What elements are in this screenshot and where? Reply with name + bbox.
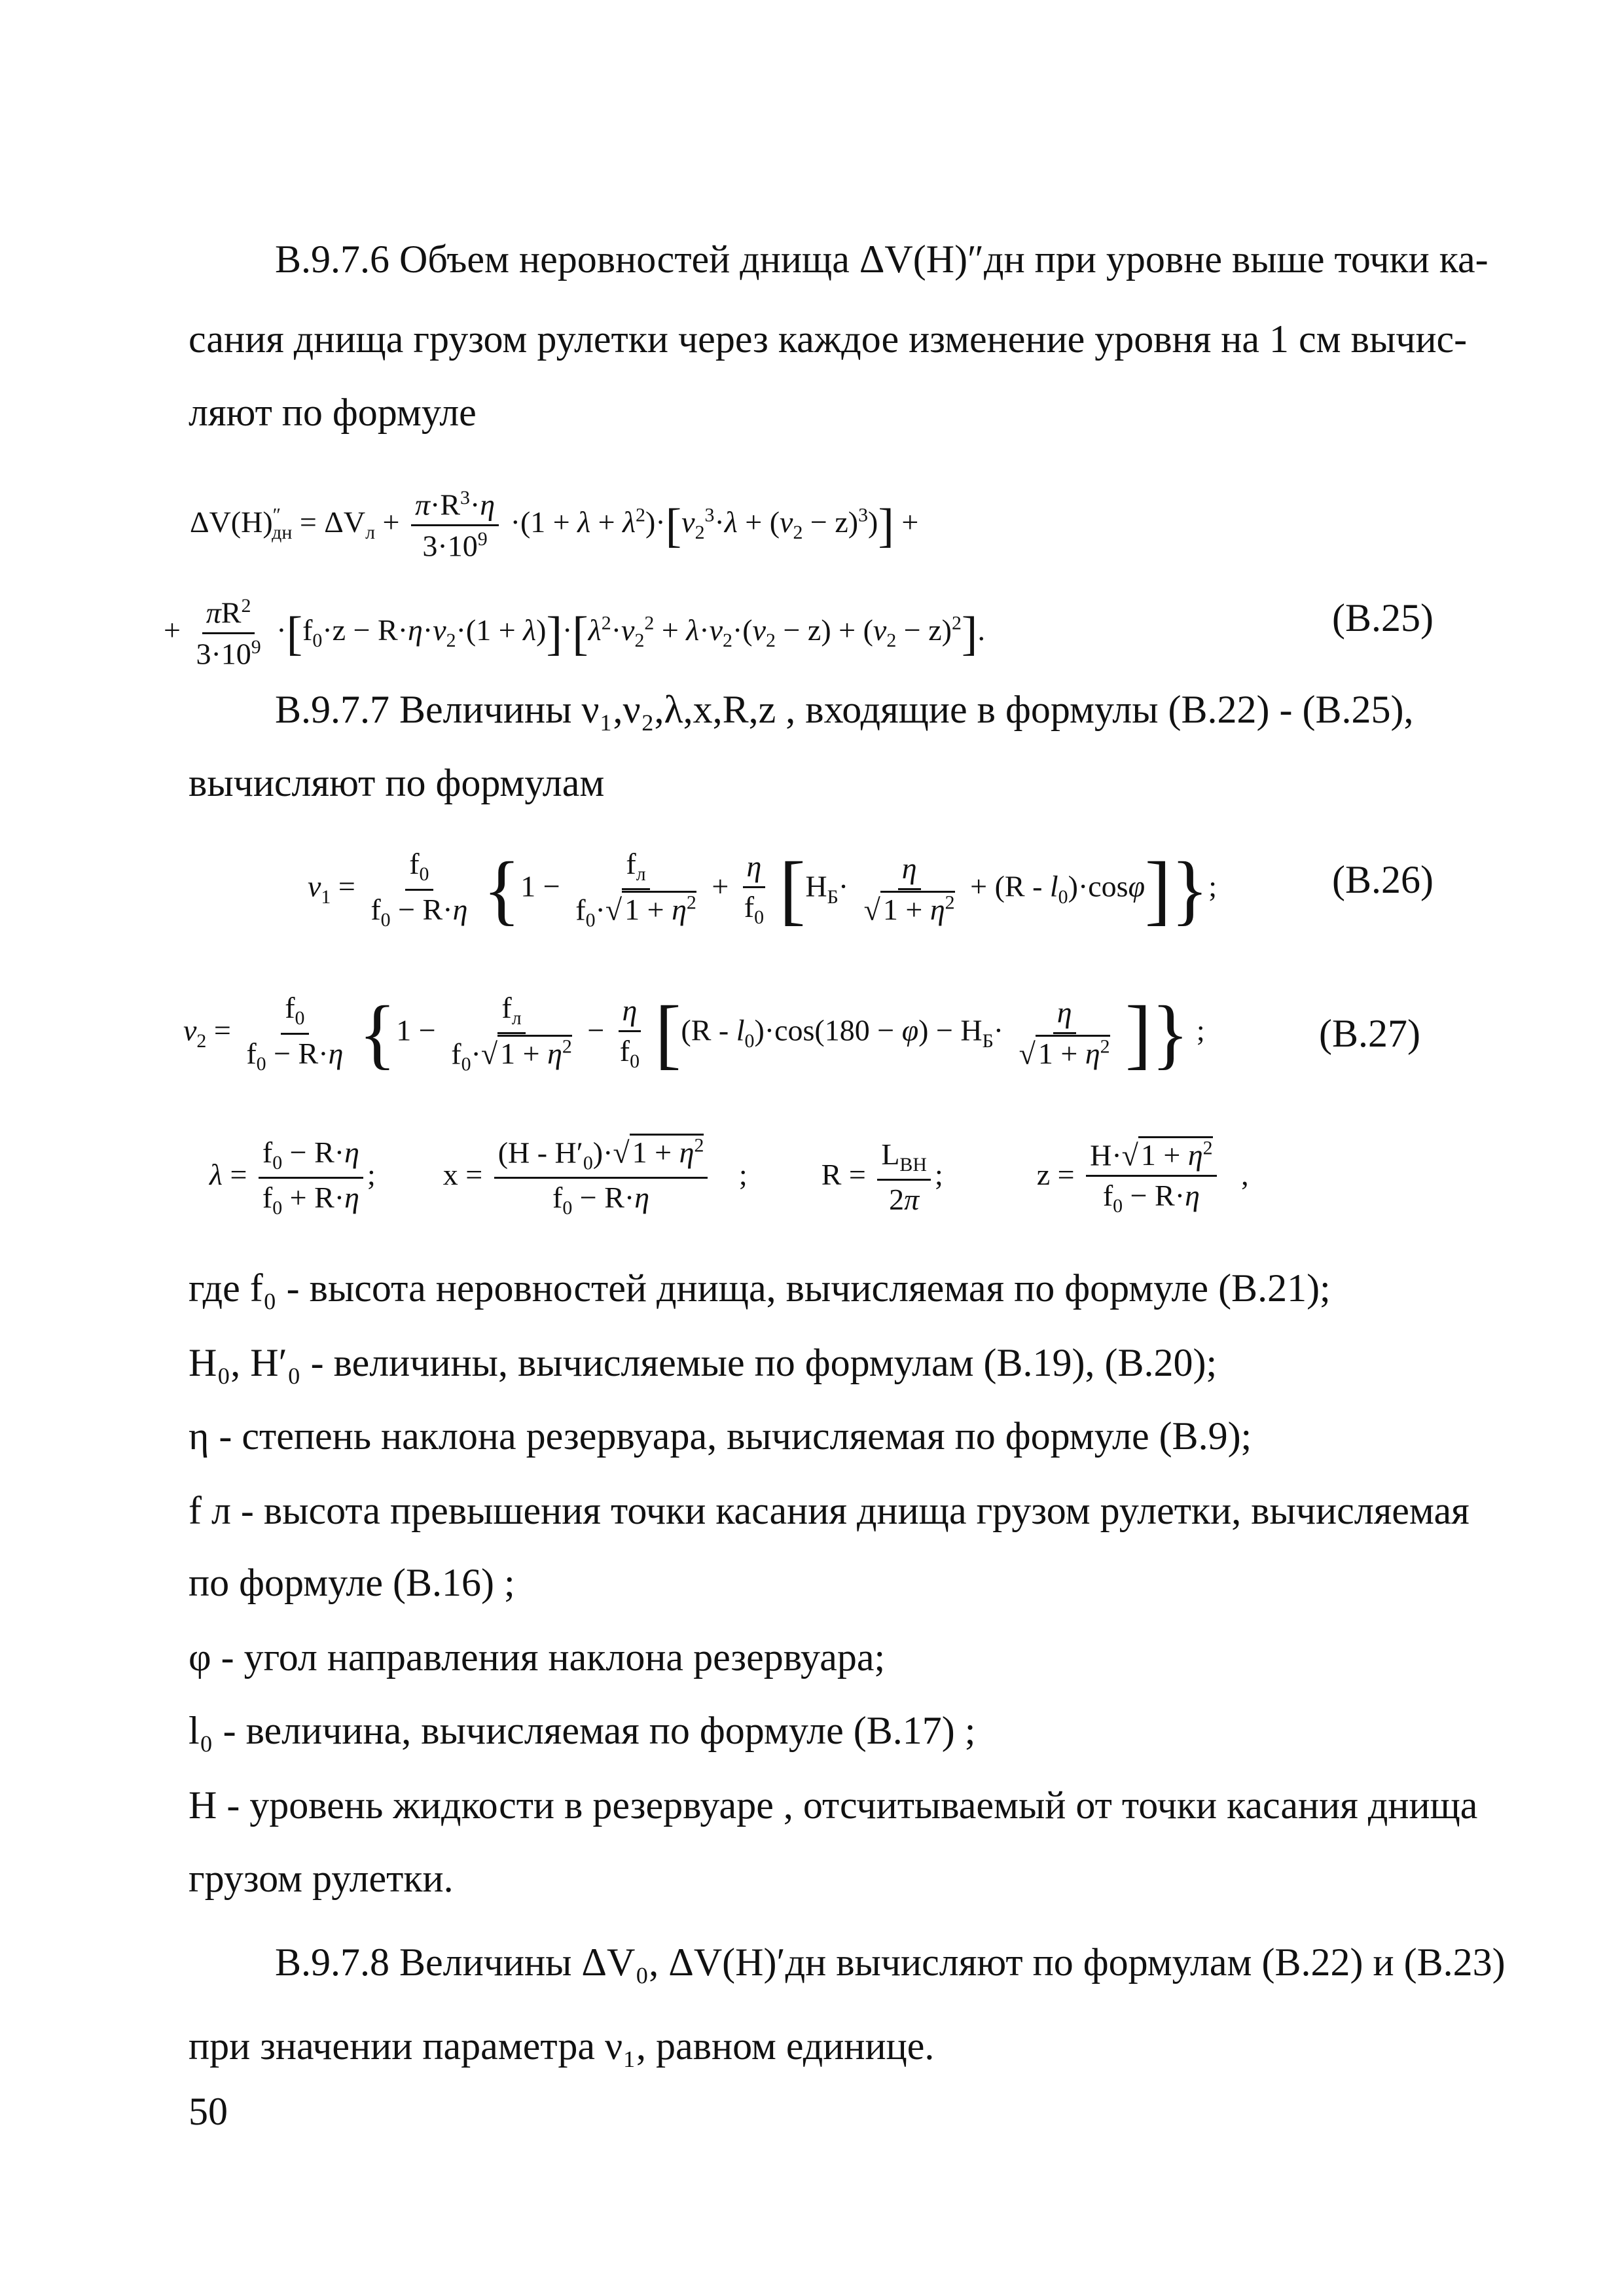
where-line-7: l₀ - величина, вычисляемая по формуле (В.17) ; — [189, 1709, 976, 1752]
p3-line2: при значении параметра ν₁, равном единице. — [189, 2024, 935, 2068]
where-line-8: H - уровень жидкости в резервуаре , отсчитываемый от точки касания днища — [189, 1784, 1478, 1827]
p1-line2: сания днища грузом рулетки через каждое изменение уровня на 1 см вычис- — [189, 317, 1468, 361]
where-line-6: φ - угол направления наклона резервуара; — [189, 1636, 886, 1679]
p1-line1: В.9.7.6 Объем неровностей днища ΔV(H)″дн при уровне выше точки ка- — [275, 238, 1489, 281]
eq-label-b26: (В.26) — [1332, 858, 1434, 901]
formula-b25-part1: $\Delta V(H)''_{дн} = \Delta V_л$ + $\frac{\pi\cdot R^3\cdot\eta}{3\cdot 10^9}$ $\cdot(1 + \lambda + \lambda^2)\cdot[\nu_2^3\cdot\lambda + (\nu_2 - z)^3)$] + — [190, 487, 919, 563]
where-line-9: грузом рулетки. — [189, 1857, 454, 1900]
p2-line2: вычисляют по формулам — [189, 761, 605, 804]
formula-b25-part2: + $\frac{\pi R^2}{3\cdot 10^9}$ $\cdot[f_0\cdot z - R\cdot\eta\cdot\nu_2\cdot(1 + \lambda)]\cdot[\lambda^2\cdot\nu_2^2 + \lambda\cdot\nu_2\cdot(\nu_2 - z) + (\nu_2 - z)^2]$. — [164, 595, 985, 671]
formula-b26: $\nu_1$ = $\frac{f_0}{f_0 - R\cdot\eta}$ {1 − $\frac{f_л}{f_0\cdot√1 + \eta^2}$ + $\frac{\eta}{f_0}$ [$H_Б\cdot$ $\frac{\eta}{√1 + \eta^2}$ + $(R - l_0)\cdot\cos\varphi$]}; — [308, 846, 1218, 933]
p2-line1: В.9.7.7 Величины ν₁,ν₂,λ,x,R,z , входящие в формулы (В.22) - (В.25), — [275, 688, 1414, 731]
eq-label-b27: (В.27) — [1319, 1012, 1420, 1055]
formula-b27: $\nu_2$ = $\frac{f_0}{f_0 - R\cdot\eta}$ {1 − $\frac{f_л}{f_0\cdot√1 + \eta^2}$ − $\frac{\eta}{f_0}$ [$(R - l_0)\cdot\cos(180 - \varphi) - H_Б\cdot$ $\frac{\eta}{√1 + \eta^2}$ ]} ; — [183, 990, 1205, 1077]
formula-lambda-x-R-z: λ = $\frac{f_0 - R\cdot\eta}{f_0 + R\cdot\eta}$ ; x = $\frac{(H - H'_0)\cdot√1 + \eta^2}{f_0 - R\cdot\eta}$ ; R = $\frac{L_{ВН}}{2\pi}$ ; z = $\frac{H\cdot√1 + \eta^2}{f_0 - R\cdot\eta}$ , — [209, 1135, 1249, 1219]
where-line-5: по формуле (В.16) ; — [189, 1561, 515, 1604]
page-number: 50 — [189, 2090, 228, 2133]
where-line-2: H₀, H′₀ - величины, вычисляемые по формулам (В.19), (В.20); — [189, 1341, 1218, 1384]
where-line-3: η - степень наклона резервуара, вычисляемая по формуле (В.9); — [189, 1414, 1252, 1458]
where-line-1: где f₀ - высота неровностей днища, вычисляемая по формуле (В.21); — [189, 1266, 1331, 1310]
p1-line3: ляют по формуле — [189, 391, 477, 434]
p3-line1: В.9.7.8 Величины ΔV₀, ΔV(H)′дн вычисляют по формулам (В.22) и (В.23) — [275, 1941, 1506, 1984]
where-line-4: f л - высота превышения точки касания днища грузом рулетки, вычисляемая — [189, 1489, 1470, 1532]
eq-label-b25: (В.25) — [1332, 596, 1434, 639]
